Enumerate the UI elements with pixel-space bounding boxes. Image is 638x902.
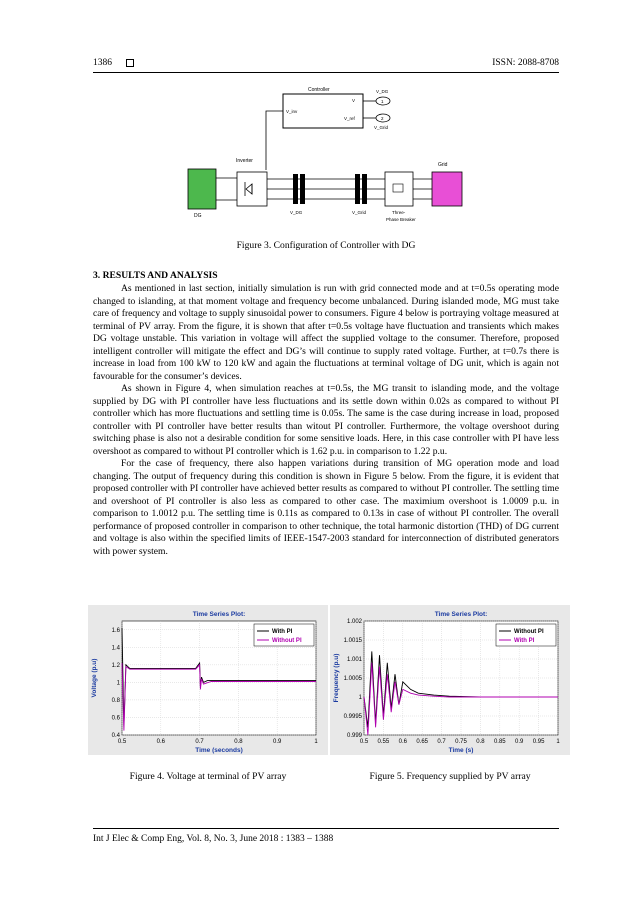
figure5-caption: Figure 5. Frequency supplied by PV array xyxy=(369,771,531,782)
y-tick-label: 1.001 xyxy=(346,657,362,663)
x-axis-label: Time (seconds) xyxy=(195,747,243,754)
x-tick-label: 0.9 xyxy=(515,739,524,745)
y-tick-label: 1.0005 xyxy=(343,676,362,682)
breaker-label-2: Phase Breaker xyxy=(386,217,416,222)
x-tick-label: 0.6 xyxy=(156,739,165,745)
out1-label: 1 xyxy=(381,99,384,104)
v-inv-port-label: V_inv xyxy=(286,109,298,114)
dg-label: DG xyxy=(194,213,202,219)
three-phase-breaker-block xyxy=(385,172,413,206)
legend-label: With PI xyxy=(514,638,535,644)
y-tick-label: 1.6 xyxy=(111,627,120,634)
v-grid-out-label: V_Grid xyxy=(374,125,389,130)
v-dg-measure-block xyxy=(293,174,298,204)
x-tick-label: 0.95 xyxy=(532,739,545,745)
inverter-label: Inverter xyxy=(236,158,253,164)
v-ref-port-label: V_ref xyxy=(344,116,355,121)
y-tick-label: 0.999 xyxy=(346,733,362,739)
figure3-caption: Figure 3. Configuration of Controller with DG xyxy=(236,240,416,251)
legend-label: Without PI xyxy=(272,638,302,644)
x-tick-label: 0.8 xyxy=(234,739,243,745)
y-tick-label: 1.0015 xyxy=(343,638,362,644)
x-tick-label: 0.75 xyxy=(455,739,467,745)
paragraph-2: As shown in Figure 4, when simulation reaches at t=0.5s, the MG transit to islanding mode, and the voltage supplied by DG with PI controller have less fluctuations and its settle down within 0.02s as compared to without PI controller which has more fluctuations and settling time is 0.05s. The same is the case during increase in load, proposed controller with PI controller have better results than witout PI controller. Furthermore, the voltage overshoot during switching phase is also not a desirable condition for some sensitive loads. Here, in this case controller with PI have less overshoot as compared to without PI controller which is 1.62 p.u. in comparison to 1.22 p.u. xyxy=(93,383,559,457)
v-port-label: V xyxy=(352,98,356,103)
x-tick-label: 1 xyxy=(314,739,318,745)
v-dg-bus-label: V_DG xyxy=(290,210,303,215)
x-tick-label: 0.7 xyxy=(195,739,204,745)
x-tick-label: 0.8 xyxy=(476,739,485,745)
legend-label: Without PI xyxy=(514,629,544,635)
x-tick-label: 0.7 xyxy=(437,739,446,745)
legend-label: With PI xyxy=(272,629,293,635)
breaker-label: Three- xyxy=(392,210,406,215)
v-grid-bus-label: V_Grid xyxy=(352,210,367,215)
out2-label: 2 xyxy=(381,116,384,121)
body-text xyxy=(93,283,559,558)
v-dg-out-label: V_DG xyxy=(376,89,389,94)
figure5-chart xyxy=(330,605,570,755)
chart-title: Time Series Plot: xyxy=(192,611,246,618)
y-tick-label: 0.9995 xyxy=(343,714,362,720)
header-square-icon xyxy=(126,59,134,67)
header-rule xyxy=(93,72,559,73)
y-tick-label: 1.002 xyxy=(346,619,362,625)
figure3-diagram xyxy=(180,80,480,230)
y-tick-label: 0.4 xyxy=(111,733,120,739)
x-tick-label: 0.5 xyxy=(359,739,369,745)
y-tick-label: 1.4 xyxy=(111,645,120,652)
grid-label: Grid xyxy=(438,162,448,168)
x-axis-label: Time (s) xyxy=(448,747,474,754)
paragraph-3: For the case of frequency, there also happen variations during transition of MG operation mode and load changing. The output of frequency during this condition is shown in Figure 5 below. From the figure, it is evident that proposed controller with PI controller have achieved better results as compared to without PI controller. The settling time and overshoot of PI controller is also less as compared to other case. The maximium overshoot is 1.0009 p.u. in comparison to 1.0012 p.u. The settling time is 0.11s as compared to 0.13s in case of without PI controller. The overall performance of proposed controller in comparison to other technique, the total harmonic distortion (THD) of DG current and voltage is also within the specified limits of IEEE-1547-2003 standard for interconnection of distributed generators with power system. xyxy=(93,458,559,557)
y-tick-label: 1 xyxy=(116,680,120,687)
y-tick-label: 0.6 xyxy=(111,715,120,722)
paragraph-1: As mentioned in last section, initially simulation is run with grid connected mode and at t=0.5s operating mode changed to islanding, at that moment voltage and frequency become unbalanced. During islanded mode, MG must take care of frequency and voltage to supply sinusoidal power to consumers. Figure 4 below is portraying voltage measured at terminal of PV array. From the figure, it is shown that after t=0.5s voltage have fluctuation and transients which makes DG voltage unstable. This variation in voltage will affect the supplied voltage to the consumer. Therefore, proposed intelligent controller will mitigate the effect and DG’s will continue to supply rated voltage. Further, at t=0.7s there is increase in load from 100 kW to 120 kW and again the fluctuations at terminal voltage of DG unit, which is again not favourable for the consumer’s devices. xyxy=(93,283,559,382)
issn: ISSN: 2088-8708 xyxy=(492,58,559,68)
dg-block xyxy=(188,169,216,209)
controller-label: Controller xyxy=(308,87,330,93)
x-tick-label: 0.55 xyxy=(377,739,390,745)
x-tick-label: 0.5 xyxy=(117,739,127,745)
grid-block xyxy=(432,172,462,206)
figure4-chart xyxy=(88,605,328,755)
figure4-caption: Figure 4. Voltage at terminal of PV array xyxy=(129,771,287,782)
x-tick-label: 0.85 xyxy=(493,739,506,745)
x-tick-label: 0.6 xyxy=(398,739,407,745)
y-axis-label: Frequency (p.u) xyxy=(333,653,340,703)
y-tick-label: 1.2 xyxy=(111,662,120,669)
footer-citation: Int J Elec & Comp Eng, Vol. 8, No. 3, June 2018 : 1383 – 1388 xyxy=(93,834,334,844)
x-tick-label: 0.65 xyxy=(416,739,429,745)
v-grid-measure-block xyxy=(355,174,360,204)
footer-rule xyxy=(93,828,559,829)
y-tick-label: 1 xyxy=(358,695,362,701)
y-tick-label: 0.8 xyxy=(111,697,120,704)
x-tick-label: 1 xyxy=(556,739,560,745)
x-tick-label: 0.9 xyxy=(273,739,282,745)
section-heading: 3. RESULTS AND ANALYSIS xyxy=(93,270,218,281)
page-number: 1386 xyxy=(93,58,112,68)
chart-title: Time Series Plot: xyxy=(434,611,488,618)
y-axis-label: Voltage (p.u) xyxy=(91,658,98,698)
